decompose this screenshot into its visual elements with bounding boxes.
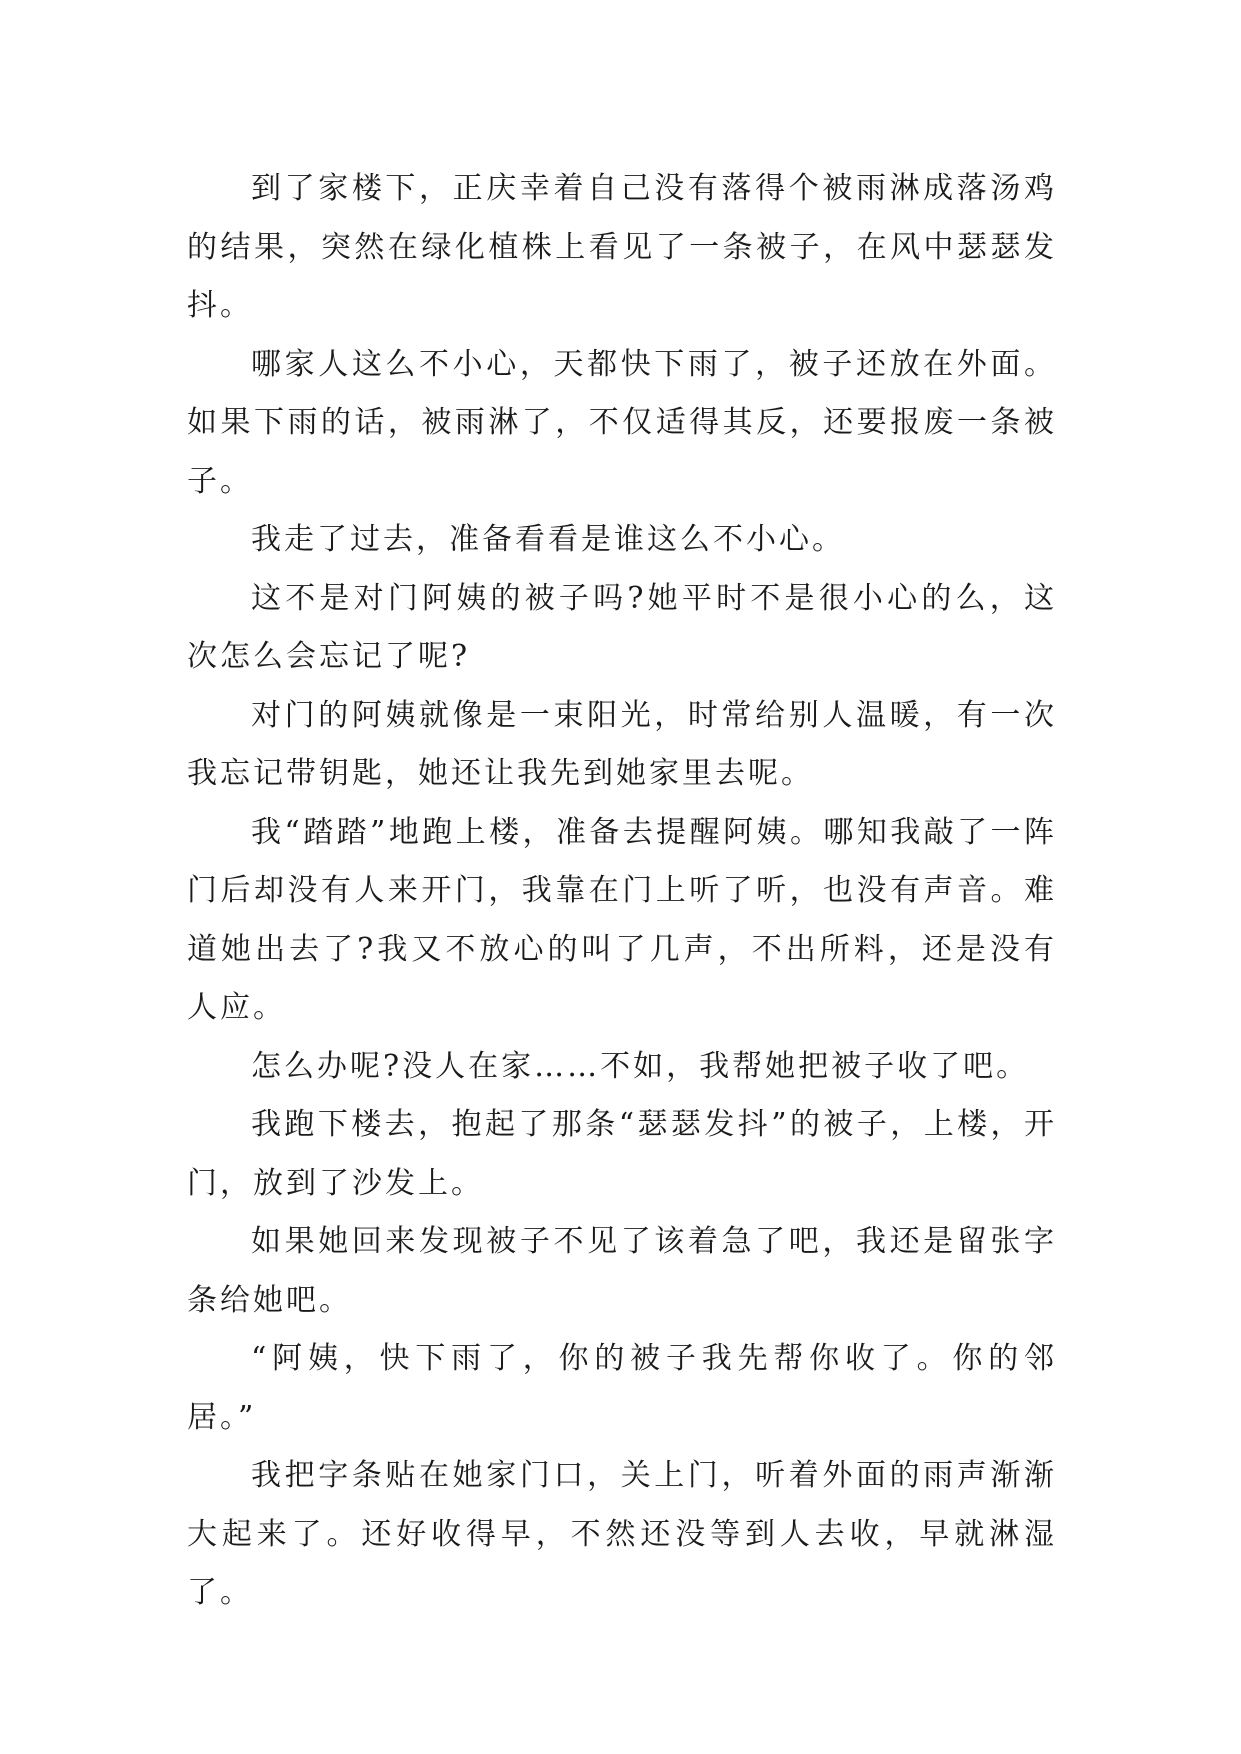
paragraph-1: 到了家楼下，正庆幸着自己没有落得个被雨淋成落汤鸡的结果，突然在绿化植株上看见了一条被子，在风中瑟瑟发抖。 [187,171,1057,323]
document-body [187,160,1057,1623]
paragraph-11: 我把字条贴在她家门口，关上门，听着外面的雨声渐渐大起来了。还好收得早，不然还没等到人去收，早就淋湿了。 [187,1458,1057,1610]
paragraph-3: 我走了过去，准备看看是谁这么不小心。 [251,522,845,557]
paragraph-10: “阿姨，快下雨了，你的被子我先帮你收了。你的邻居。” [187,1341,1057,1435]
paragraph-6: 我“踏踏”地跑上楼，准备去提醒阿姨。哪知我敲了一阵门后却没有人来开门，我靠在门上听了听，也没有声音。难道她出去了?我又不放心的叫了几声，不出所料，还是没有人应。 [187,814,1057,1025]
paragraph-8: 我跑下楼去，抱起了那条“瑟瑟发抖”的被子，上楼，开门，放到了沙发上。 [187,1107,1057,1201]
paragraph-9: 如果她回来发现被子不见了该着急了吧，我还是留张字条给她吧。 [187,1224,1057,1318]
paragraph-2: 哪家人这么不小心，天都快下雨了，被子还放在外面。如果下雨的话，被雨淋了，不仅适得其反，还要报废一条被子。 [187,346,1057,499]
paragraph-5: 对门的阿姨就像是一束阳光，时常给别人温暖，有一次我忘记带钥匙，她还让我先到她家里去呢。 [187,697,1057,791]
paragraph-4: 这不是对门阿姨的被子吗?她平时不是很小心的么，这次怎么会忘记了呢? [187,580,1057,674]
paragraph-7: 怎么办呢?没人在家……不如，我帮她把被子收了吧。 [251,1048,1030,1084]
